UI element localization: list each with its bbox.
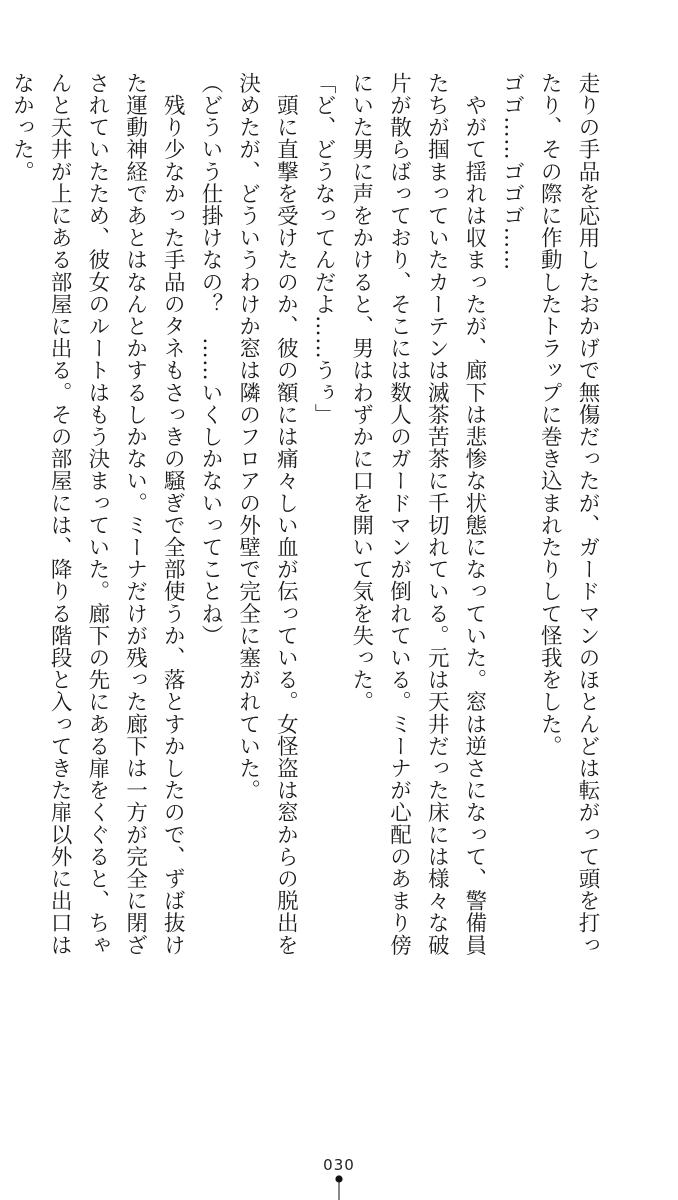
text-line: た運動神経であとはなんとかするしかない。ミーナだけが残った廊下は一方が完全に閉ざ	[122, 72, 148, 956]
text-line: やがて揺れは収まったが、廊下は悲惨な状態になっていた。窓は逆さになって、警備員	[461, 72, 487, 956]
text-line: たちが掴まっていたカーテンは滅茶苦茶に千切れている。元は天井だった床には様々な破	[424, 72, 450, 956]
text-line: 残り少なかった手品のタネもさっきの騒ぎで全部使うか、落とすかしたので、ずば抜け	[160, 72, 186, 956]
text-line: 決めたが、どういうわけか窓は隣のフロアの外壁で完全に塞がれていた。	[235, 72, 261, 802]
text-line: んと天井が上にある部屋に出る。その部屋には、降りる階段と入ってきた扉以外に出口は	[47, 72, 73, 956]
text-line: 「ど、どうなってんだよ……うぅ」	[311, 72, 337, 426]
vertical-text-body	[9, 72, 606, 1102]
text-line	[0, 72, 3, 1102]
page-marker-icon	[335, 1175, 343, 1200]
text-line: にいた男に声をかけると、男はわずかに口を開いて気を失った。	[348, 72, 374, 713]
text-line: されていたため、彼女のルートはもう決まっていた。廊下の先にある扉をくぐると、ちゃ	[84, 72, 110, 956]
text-line: ゴゴ……ゴゴゴ……	[499, 72, 525, 271]
text-line: （どういう仕掛けなの？ ……いくしかないってことね）	[197, 72, 223, 647]
text-line: たり、その際に作動したトラップに巻き込まれたりして怪我をした。	[537, 72, 563, 758]
text-line: 走りの手品を応用したおかげで無傷だったが、ガードマンのほとんどは転がって頭を打っ	[575, 72, 600, 956]
text-line: なかった。	[9, 72, 35, 183]
text-line: 頭に直撃を受けたのか、彼の額には痛々しい血が伝っている。女怪盗は窓からの脱出を	[273, 72, 299, 956]
page-number: 030	[323, 1156, 355, 1174]
text-line: 片が散らばっており、そこには数人のガードマンが倒れている。ミーナが心配のあまり傍	[386, 72, 412, 956]
